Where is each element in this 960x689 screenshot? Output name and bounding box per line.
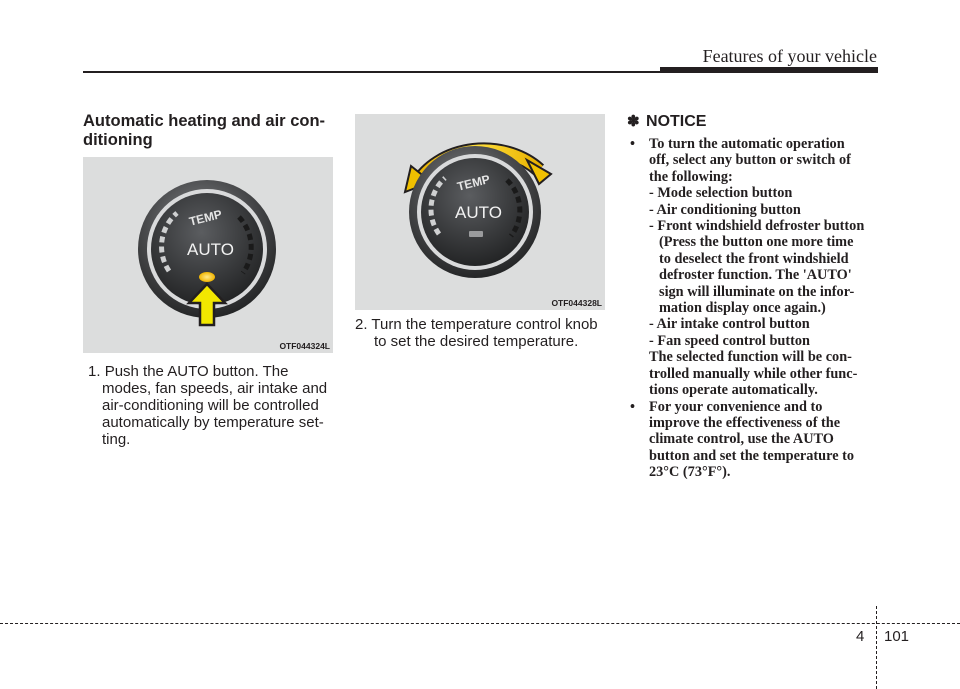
indicator-light-icon: [199, 272, 215, 282]
heading-line-2: ditioning: [83, 131, 153, 149]
step-1-line: ting.: [102, 431, 131, 448]
step-1: [88, 363, 334, 448]
knob-auto-label: AUTO: [455, 203, 502, 222]
footer-rule: [0, 623, 960, 624]
notice-line: 23°C (73°F°).: [649, 464, 731, 481]
notice-list-item: - Fan speed control button: [649, 332, 810, 349]
knob-auto-label: AUTO: [187, 240, 234, 259]
notice-line: button and set the temperature to: [649, 447, 855, 464]
knob-temp-label: TEMP: [187, 207, 224, 229]
step-1-line: air-conditioning will be controlled: [102, 397, 319, 414]
step-number: 1.: [88, 363, 101, 380]
bullet-icon: •: [630, 398, 636, 415]
notice-line: sign will illuminate on the infor-: [659, 283, 855, 300]
header-rule-accent: [660, 67, 878, 73]
notice-line: climate control, use the AUTO: [649, 431, 834, 448]
image-code: OTF044324L: [279, 341, 330, 351]
notice-list-item: - Mode selection button: [649, 185, 793, 202]
notice-list-item: - Air conditioning button: [649, 201, 801, 218]
step-1-line: Push the AUTO button. The: [104, 363, 289, 380]
notice-line: to deselect the front windshield: [659, 250, 849, 267]
notice-line: (Press the button one more time: [659, 234, 854, 251]
temperature-knob-illustration: [355, 114, 605, 310]
temp-knob-figure: [355, 114, 605, 310]
step-1-line: automatically by temperature set-: [102, 414, 324, 431]
notice-line: the following:: [649, 168, 733, 185]
notice-line: To turn the automatic operation: [649, 136, 845, 152]
auto-button-illustration: [83, 157, 333, 353]
page-number: 101: [884, 628, 910, 645]
notice-line: trolled manually while other func-: [649, 365, 858, 382]
step-2-line: to set the desired temperature.: [374, 333, 579, 350]
notice-line: off, select any button or switch of: [649, 152, 851, 169]
notice-line: The selected function will be con-: [649, 349, 852, 366]
auto-knob-figure: [83, 157, 333, 353]
section-title: Features of your vehicle: [702, 46, 877, 66]
chapter-number: 4: [856, 628, 865, 645]
notice-bullet-item: [627, 136, 879, 399]
notice-line: defroster function. The 'AUTO': [659, 267, 852, 284]
notice-line: tions operate automatically.: [649, 382, 818, 399]
indicator-light-icon: [469, 231, 483, 237]
notice-title: [627, 112, 706, 131]
knob-temp-label: TEMP: [455, 172, 492, 194]
notice-line: mation display once again.): [659, 300, 826, 317]
notice-list-item: - Front windshield defroster button: [649, 218, 865, 235]
footer-divider: [876, 606, 877, 689]
notice-star-icon: ✽: [627, 113, 640, 130]
step-number: 2.: [355, 316, 368, 333]
section-heading: [83, 112, 343, 150]
bullet-icon: •: [630, 136, 636, 152]
notice-list-item: - Air intake control button: [649, 316, 810, 333]
step-2-line: Turn the temperature control knob: [371, 316, 598, 333]
heading-line-1: Automatic heating and air con-: [83, 112, 326, 130]
notice-body: [627, 136, 879, 481]
notice-bullet-item: [627, 399, 879, 481]
notice-line: For your convenience and to: [649, 398, 823, 415]
image-code: OTF044328L: [551, 298, 602, 308]
step-1-line: modes, fan speeds, air intake and: [102, 380, 328, 397]
notice-title-text: NOTICE: [646, 113, 707, 130]
notice-line: improve the effectiveness of the: [649, 414, 841, 431]
step-2: [355, 316, 610, 350]
